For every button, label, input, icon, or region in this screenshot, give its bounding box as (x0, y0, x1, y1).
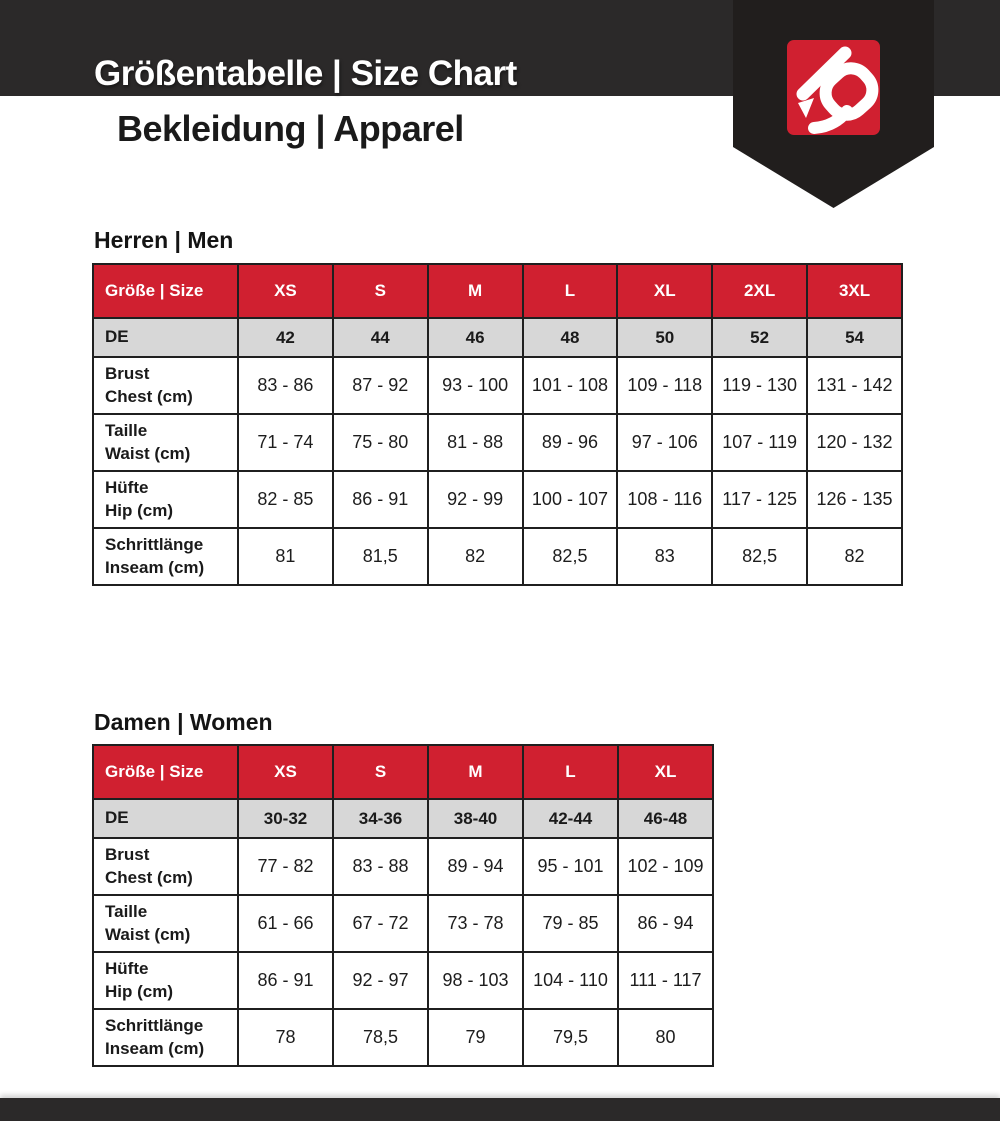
size-column-header: S (333, 745, 428, 799)
value-cell: 50 (617, 318, 712, 357)
bottom-banner (0, 1098, 1000, 1121)
size-column-header: L (523, 264, 618, 318)
value-cell: 101 - 108 (523, 357, 618, 414)
row-label-line: Inseam (cm) (105, 1038, 205, 1058)
value-cell: 95 - 101 (523, 838, 618, 895)
value-cell: 81 (238, 528, 333, 585)
value-cell: 79 (428, 1009, 523, 1066)
value-cell: 42 (238, 318, 333, 357)
value-cell: 131 - 142 (807, 357, 902, 414)
value-cell: 87 - 92 (333, 357, 428, 414)
size-column-header: M (428, 264, 523, 318)
value-cell: 89 - 94 (428, 838, 523, 895)
size-column-header: XL (618, 745, 713, 799)
row-label-line: Chest (cm) (105, 867, 193, 887)
value-cell: 92 - 97 (333, 952, 428, 1009)
value-cell: 82,5 (712, 528, 807, 585)
value-cell: 81 - 88 (428, 414, 523, 471)
value-cell: 34-36 (333, 799, 428, 838)
five-ten-logo-icon (787, 40, 880, 135)
row-label-line: Waist (cm) (105, 924, 191, 944)
row-label-cell (93, 528, 238, 585)
value-cell: 126 - 135 (807, 471, 902, 528)
value-cell: 73 - 78 (428, 895, 523, 952)
value-cell: 92 - 99 (428, 471, 523, 528)
table-row (93, 471, 902, 528)
women-size-table (92, 744, 714, 1067)
size-column-header: L (523, 745, 618, 799)
row-label-line: Hip (cm) (105, 981, 173, 1001)
value-cell: 89 - 96 (523, 414, 618, 471)
size-column-header: XL (617, 264, 712, 318)
size-label-header: Größe | Size (93, 745, 238, 799)
row-label-line: Waist (cm) (105, 443, 191, 463)
value-cell: 104 - 110 (523, 952, 618, 1009)
value-cell: 98 - 103 (428, 952, 523, 1009)
value-cell: 86 - 91 (333, 471, 428, 528)
page-subtitle: Bekleidung | Apparel (117, 108, 464, 149)
value-cell: 83 - 86 (238, 357, 333, 414)
value-cell: 86 - 94 (618, 895, 713, 952)
row-label-line: Inseam (cm) (105, 557, 205, 577)
row-label-cell (93, 952, 238, 1009)
size-label-header: Größe | Size (93, 264, 238, 318)
value-cell: 82 (807, 528, 902, 585)
row-label-cell (93, 318, 238, 357)
value-cell: 117 - 125 (712, 471, 807, 528)
table-row (93, 414, 902, 471)
size-column-header: M (428, 745, 523, 799)
value-cell: 111 - 117 (618, 952, 713, 1009)
value-cell: 80 (618, 1009, 713, 1066)
table-row (93, 838, 713, 895)
table-row (93, 318, 902, 357)
value-cell: 61 - 66 (238, 895, 333, 952)
row-label-line: Brust (105, 364, 150, 384)
value-cell: 83 (617, 528, 712, 585)
row-label-line: Chest (cm) (105, 386, 193, 406)
row-label-cell (93, 414, 238, 471)
section-title-women: Damen | Women (94, 709, 273, 735)
size-header-row (93, 264, 902, 318)
value-cell: 52 (712, 318, 807, 357)
row-label-cell (93, 1009, 238, 1066)
value-cell: 46 (428, 318, 523, 357)
value-cell: 81,5 (333, 528, 428, 585)
row-label-line: Hüfte (105, 959, 149, 979)
value-cell: 119 - 130 (712, 357, 807, 414)
table-row (93, 895, 713, 952)
value-cell: 44 (333, 318, 428, 357)
row-label-cell (93, 799, 238, 838)
section-title-men: Herren | Men (94, 227, 234, 253)
value-cell: 109 - 118 (617, 357, 712, 414)
row-label-line: Taille (105, 421, 148, 441)
size-column-header: S (333, 264, 428, 318)
table-row (93, 1009, 713, 1066)
value-cell: 38-40 (428, 799, 523, 838)
table-row (93, 952, 713, 1009)
row-label-cell (93, 838, 238, 895)
value-cell: 78,5 (333, 1009, 428, 1066)
value-cell: 102 - 109 (618, 838, 713, 895)
size-header-row (93, 745, 713, 799)
value-cell: 71 - 74 (238, 414, 333, 471)
men-size-table (92, 263, 903, 586)
row-label-cell (93, 471, 238, 528)
size-column-header: XS (238, 264, 333, 318)
value-cell: 108 - 116 (617, 471, 712, 528)
page-title: Größentabelle | Size Chart (94, 54, 517, 93)
row-label-cell (93, 357, 238, 414)
value-cell: 46-48 (618, 799, 713, 838)
value-cell: 54 (807, 318, 902, 357)
row-label-line: DE (105, 327, 129, 347)
size-column-header: 3XL (807, 264, 902, 318)
value-cell: 107 - 119 (712, 414, 807, 471)
value-cell: 82 (428, 528, 523, 585)
size-column-header: XS (238, 745, 333, 799)
value-cell: 83 - 88 (333, 838, 428, 895)
value-cell: 75 - 80 (333, 414, 428, 471)
value-cell: 79 - 85 (523, 895, 618, 952)
value-cell: 78 (238, 1009, 333, 1066)
value-cell: 77 - 82 (238, 838, 333, 895)
value-cell: 82,5 (523, 528, 618, 585)
table-row (93, 357, 902, 414)
row-label-line: Taille (105, 902, 148, 922)
table-row (93, 528, 902, 585)
row-label-line: Schrittlänge (105, 1016, 204, 1036)
row-label-line: Schrittlänge (105, 535, 204, 555)
table-row (93, 799, 713, 838)
value-cell: 67 - 72 (333, 895, 428, 952)
row-label-line: Hüfte (105, 478, 149, 498)
value-cell: 79,5 (523, 1009, 618, 1066)
row-label-line: DE (105, 808, 129, 828)
row-label-line: Brust (105, 845, 150, 865)
value-cell: 30-32 (238, 799, 333, 838)
value-cell: 100 - 107 (523, 471, 618, 528)
row-label-cell (93, 895, 238, 952)
value-cell: 93 - 100 (428, 357, 523, 414)
value-cell: 120 - 132 (807, 414, 902, 471)
value-cell: 82 - 85 (238, 471, 333, 528)
value-cell: 97 - 106 (617, 414, 712, 471)
value-cell: 48 (523, 318, 618, 357)
value-cell: 42-44 (523, 799, 618, 838)
row-label-line: Hip (cm) (105, 500, 173, 520)
value-cell: 86 - 91 (238, 952, 333, 1009)
size-column-header: 2XL (712, 264, 807, 318)
